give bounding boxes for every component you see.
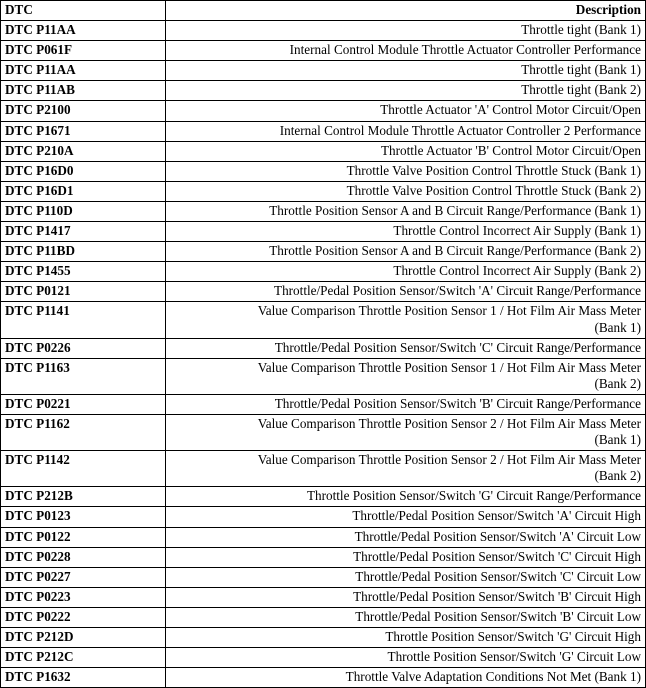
table-row — [1, 547, 646, 567]
cell-dtc-code: DTC P212D — [1, 628, 166, 648]
table-row — [1, 222, 646, 242]
table-row — [1, 451, 646, 487]
table-row — [1, 648, 646, 668]
cell-dtc-description: Throttle Position Sensor A and B Circuit Range/Performance (Bank 2) — [166, 242, 646, 262]
cell-dtc-description: Internal Control Module Throttle Actuator Controller Performance — [166, 41, 646, 61]
table-row — [1, 487, 646, 507]
description-line-1: Value Comparison Throttle Position Sensor 1 / Hot Film Air Mass Meter — [257, 303, 641, 319]
cell-dtc-description: Throttle/Pedal Position Sensor/Switch 'C' Circuit Range/Performance — [166, 338, 646, 358]
cell-dtc-description — [166, 414, 646, 450]
cell-dtc-description: Throttle/Pedal Position Sensor/Switch 'B' Circuit Range/Performance — [166, 394, 646, 414]
table-row — [1, 262, 646, 282]
cell-dtc-description: Throttle Valve Position Control Throttle Stuck (Bank 2) — [166, 181, 646, 201]
cell-dtc-description: Throttle/Pedal Position Sensor/Switch 'A' Circuit Range/Performance — [166, 282, 646, 302]
table-row — [1, 527, 646, 547]
cell-dtc-code: DTC P110D — [1, 201, 166, 221]
table-header — [1, 1, 646, 21]
cell-dtc-description: Throttle/Pedal Position Sensor/Switch 'A' Circuit Low — [166, 527, 646, 547]
description-line-1: Value Comparison Throttle Position Sensor 2 / Hot Film Air Mass Meter — [257, 452, 641, 468]
cell-dtc-code: DTC P0221 — [1, 394, 166, 414]
table-row — [1, 302, 646, 338]
column-header-description: Description — [166, 1, 646, 21]
cell-dtc-description: Throttle tight (Bank 2) — [166, 81, 646, 101]
cell-dtc-code: DTC P2100 — [1, 101, 166, 121]
table-row — [1, 161, 646, 181]
cell-dtc-code: DTC P16D1 — [1, 181, 166, 201]
cell-dtc-description: Throttle/Pedal Position Sensor/Switch 'C' Circuit Low — [166, 567, 646, 587]
cell-dtc-code: DTC P1142 — [1, 451, 166, 487]
cell-dtc-code: DTC P11AA — [1, 61, 166, 81]
description-line-2: (Bank 1) — [594, 432, 641, 448]
table-row — [1, 201, 646, 221]
cell-dtc-description: Throttle tight (Bank 1) — [166, 61, 646, 81]
table-row — [1, 628, 646, 648]
description-line-2: (Bank 2) — [594, 468, 641, 484]
cell-dtc-code: DTC P1632 — [1, 668, 166, 688]
cell-dtc-description: Throttle Position Sensor/Switch 'G' Circuit Low — [166, 648, 646, 668]
table-body — [1, 21, 646, 688]
table-row — [1, 394, 646, 414]
table-row — [1, 282, 646, 302]
cell-dtc-code: DTC P16D0 — [1, 161, 166, 181]
description-line-2: (Bank 1) — [594, 319, 641, 335]
cell-dtc-description: Throttle tight (Bank 1) — [166, 21, 646, 41]
cell-dtc-code: DTC P0226 — [1, 338, 166, 358]
cell-dtc-description — [166, 451, 646, 487]
cell-dtc-code: DTC P1162 — [1, 414, 166, 450]
description-line-1: Value Comparison Throttle Position Sensor 2 / Hot Film Air Mass Meter — [257, 415, 641, 431]
cell-dtc-description: Internal Control Module Throttle Actuator Controller 2 Performance — [166, 121, 646, 141]
cell-dtc-code: DTC P061F — [1, 41, 166, 61]
cell-dtc-code: DTC P0222 — [1, 607, 166, 627]
cell-dtc-description: Throttle Position Sensor/Switch 'G' Circuit High — [166, 628, 646, 648]
table-row — [1, 101, 646, 121]
table-row — [1, 41, 646, 61]
cell-dtc-code: DTC P0121 — [1, 282, 166, 302]
cell-dtc-description: Throttle Position Sensor/Switch 'G' Circuit Range/Performance — [166, 487, 646, 507]
table-row — [1, 358, 646, 394]
cell-dtc-description: Throttle Control Incorrect Air Supply (Bank 2) — [166, 262, 646, 282]
table-row — [1, 607, 646, 627]
cell-dtc-code: DTC P1141 — [1, 302, 166, 338]
cell-dtc-code: DTC P0227 — [1, 567, 166, 587]
table-row — [1, 141, 646, 161]
table-row — [1, 21, 646, 41]
table-row — [1, 242, 646, 262]
cell-dtc-description: Throttle/Pedal Position Sensor/Switch 'C' Circuit High — [166, 547, 646, 567]
table-row — [1, 414, 646, 450]
cell-dtc-code: DTC P212B — [1, 487, 166, 507]
cell-dtc-description: Throttle Actuator 'B' Control Motor Circuit/Open — [166, 141, 646, 161]
cell-dtc-description: Throttle Control Incorrect Air Supply (Bank 1) — [166, 222, 646, 242]
cell-dtc-description: Throttle Valve Position Control Throttle Stuck (Bank 1) — [166, 161, 646, 181]
cell-dtc-description: Throttle/Pedal Position Sensor/Switch 'A' Circuit High — [166, 507, 646, 527]
cell-dtc-code: DTC P0228 — [1, 547, 166, 567]
description-line-1: Value Comparison Throttle Position Sensor 1 / Hot Film Air Mass Meter — [257, 359, 641, 375]
cell-dtc-description: Throttle/Pedal Position Sensor/Switch 'B' Circuit High — [166, 587, 646, 607]
cell-dtc-description: Throttle/Pedal Position Sensor/Switch 'B' Circuit Low — [166, 607, 646, 627]
cell-dtc-code: DTC P212C — [1, 648, 166, 668]
cell-dtc-code: DTC P1417 — [1, 222, 166, 242]
cell-dtc-code: DTC P1455 — [1, 262, 166, 282]
cell-dtc-code: DTC P0223 — [1, 587, 166, 607]
table-row — [1, 81, 646, 101]
cell-dtc-code: DTC P210A — [1, 141, 166, 161]
table-header-row — [1, 1, 646, 21]
table-row — [1, 507, 646, 527]
cell-dtc-code: DTC P0123 — [1, 507, 166, 527]
cell-dtc-code: DTC P11AB — [1, 81, 166, 101]
table-row — [1, 668, 646, 688]
cell-dtc-code: DTC P11AA — [1, 21, 166, 41]
cell-dtc-description: Throttle Valve Adaptation Conditions Not Met (Bank 1) — [166, 668, 646, 688]
table-row — [1, 181, 646, 201]
table-row — [1, 338, 646, 358]
table-row — [1, 61, 646, 81]
cell-dtc-code: DTC P1671 — [1, 121, 166, 141]
column-header-dtc: DTC — [1, 1, 166, 21]
cell-dtc-code: DTC P0122 — [1, 527, 166, 547]
cell-dtc-description — [166, 302, 646, 338]
cell-dtc-description: Throttle Position Sensor A and B Circuit Range/Performance (Bank 1) — [166, 201, 646, 221]
cell-dtc-code: DTC P11BD — [1, 242, 166, 262]
table-row — [1, 587, 646, 607]
cell-dtc-code: DTC P1163 — [1, 358, 166, 394]
cell-dtc-description: Throttle Actuator 'A' Control Motor Circuit/Open — [166, 101, 646, 121]
table-row — [1, 121, 646, 141]
cell-dtc-description — [166, 358, 646, 394]
table-row — [1, 567, 646, 587]
description-line-2: (Bank 2) — [594, 375, 641, 391]
